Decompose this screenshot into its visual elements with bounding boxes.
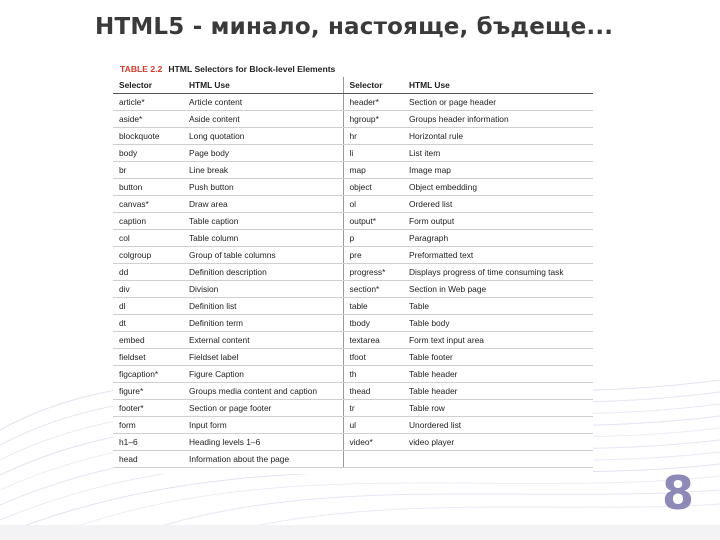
cell-selector-2: li xyxy=(343,145,403,162)
cell-selector: col xyxy=(113,230,183,247)
table-row xyxy=(113,94,593,111)
slide-title: HTML5 - минало, настояще, бъдеще... xyxy=(95,14,614,40)
cell-html-use: External content xyxy=(183,332,343,349)
cell-html-use: Section or page footer xyxy=(183,400,343,417)
cell-html-use-2: Unordered list xyxy=(403,417,593,434)
cell-selector: footer* xyxy=(113,400,183,417)
table-body xyxy=(113,94,593,468)
cell-selector-2: hr xyxy=(343,128,403,145)
cell-selector: fieldset xyxy=(113,349,183,366)
table-row xyxy=(113,145,593,162)
column-header-html-use-2: HTML Use xyxy=(403,77,593,94)
cell-selector-2: header* xyxy=(343,94,403,111)
cell-html-use: Draw area xyxy=(183,196,343,213)
table-caption xyxy=(120,64,335,74)
cell-html-use: Input form xyxy=(183,417,343,434)
cell-selector: button xyxy=(113,179,183,196)
table-row xyxy=(113,366,593,383)
cell-html-use: Information about the page xyxy=(183,451,343,468)
table-title: HTML Selectors for Block-level Elements xyxy=(168,64,336,74)
cell-selector: figcaption* xyxy=(113,366,183,383)
cell-selector-2: tbody xyxy=(343,315,403,332)
table-row xyxy=(113,111,593,128)
table-row xyxy=(113,349,593,366)
cell-selector-2: tr xyxy=(343,400,403,417)
cell-html-use: Definition term xyxy=(183,315,343,332)
cell-selector-2: ol xyxy=(343,196,403,213)
cell-selector: aside* xyxy=(113,111,183,128)
cell-html-use: Line break xyxy=(183,162,343,179)
cell-html-use: Division xyxy=(183,281,343,298)
cell-selector-2: object xyxy=(343,179,403,196)
cell-selector: form xyxy=(113,417,183,434)
cell-html-use-2: Object embedding xyxy=(403,179,593,196)
table-row xyxy=(113,281,593,298)
cell-selector-2: pre xyxy=(343,247,403,264)
table-row xyxy=(113,434,593,451)
table-header-row xyxy=(113,77,593,94)
cell-selector-2: ul xyxy=(343,417,403,434)
cell-selector-2: textarea xyxy=(343,332,403,349)
cell-html-use-2: List item xyxy=(403,145,593,162)
cell-selector: h1–6 xyxy=(113,434,183,451)
table-row xyxy=(113,230,593,247)
table-row xyxy=(113,128,593,145)
cell-selector: head xyxy=(113,451,183,468)
cell-html-use: Group of table columns xyxy=(183,247,343,264)
cell-selector: colgroup xyxy=(113,247,183,264)
table-row xyxy=(113,400,593,417)
cell-html-use-2: Form text input area xyxy=(403,332,593,349)
cell-selector-2: tfoot xyxy=(343,349,403,366)
cell-html-use-2: Form output xyxy=(403,213,593,230)
cell-html-use-2: Table xyxy=(403,298,593,315)
cell-html-use-2 xyxy=(403,451,593,468)
cell-html-use: Page body xyxy=(183,145,343,162)
cell-html-use-2: Ordered list xyxy=(403,196,593,213)
cell-selector: embed xyxy=(113,332,183,349)
cell-html-use: Long quotation xyxy=(183,128,343,145)
cell-html-use: Heading levels 1–6 xyxy=(183,434,343,451)
cell-html-use: Groups media content and caption xyxy=(183,383,343,400)
cell-html-use-2: Table row xyxy=(403,400,593,417)
cell-selector: body xyxy=(113,145,183,162)
table-row xyxy=(113,213,593,230)
table-number: TABLE 2.2 xyxy=(120,64,163,74)
cell-selector: caption xyxy=(113,213,183,230)
cell-html-use-2: Horizontal rule xyxy=(403,128,593,145)
table-row xyxy=(113,162,593,179)
column-header-selector: Selector xyxy=(113,77,183,94)
column-header-html-use: HTML Use xyxy=(183,77,343,94)
cell-selector: dl xyxy=(113,298,183,315)
cell-selector-2: th xyxy=(343,366,403,383)
html-selectors-table xyxy=(113,77,593,468)
table-row xyxy=(113,451,593,468)
cell-html-use-2: Groups header information xyxy=(403,111,593,128)
table-row xyxy=(113,332,593,349)
cell-selector: blockquote xyxy=(113,128,183,145)
cell-html-use-2: Table footer xyxy=(403,349,593,366)
cell-html-use-2: Table body xyxy=(403,315,593,332)
cell-html-use-2: Paragraph xyxy=(403,230,593,247)
cell-html-use: Fieldset label xyxy=(183,349,343,366)
cell-html-use: Definition description xyxy=(183,264,343,281)
table-row xyxy=(113,247,593,264)
cell-html-use: Aside content xyxy=(183,111,343,128)
cell-selector-2: video* xyxy=(343,434,403,451)
cell-selector-2: p xyxy=(343,230,403,247)
cell-html-use-2: Preformatted text xyxy=(403,247,593,264)
table-row xyxy=(113,196,593,213)
table-row xyxy=(113,298,593,315)
cell-html-use-2: Image map xyxy=(403,162,593,179)
cell-selector-2: map xyxy=(343,162,403,179)
cell-html-use-2: Section in Web page xyxy=(403,281,593,298)
table-row xyxy=(113,179,593,196)
table-image-panel xyxy=(113,58,593,474)
page-number: 8 xyxy=(662,466,695,520)
cell-selector-2: thead xyxy=(343,383,403,400)
cell-html-use: Definition list xyxy=(183,298,343,315)
cell-selector-2: hgroup* xyxy=(343,111,403,128)
cell-html-use-2: Displays progress of time consuming task xyxy=(403,264,593,281)
cell-html-use: Figure Caption xyxy=(183,366,343,383)
cell-selector: dt xyxy=(113,315,183,332)
cell-selector: canvas* xyxy=(113,196,183,213)
cell-selector: div xyxy=(113,281,183,298)
cell-selector: article* xyxy=(113,94,183,111)
cell-html-use-2: Section or page header xyxy=(403,94,593,111)
cell-html-use: Table column xyxy=(183,230,343,247)
cell-selector: dd xyxy=(113,264,183,281)
table-row xyxy=(113,417,593,434)
table-row xyxy=(113,264,593,281)
cell-selector: figure* xyxy=(113,383,183,400)
cell-selector: br xyxy=(113,162,183,179)
cell-html-use-2: Table header xyxy=(403,383,593,400)
cell-html-use-2: Table header xyxy=(403,366,593,383)
cell-selector-2: table xyxy=(343,298,403,315)
table-row xyxy=(113,315,593,332)
column-header-selector-2: Selector xyxy=(343,77,403,94)
cell-selector-2: output* xyxy=(343,213,403,230)
cell-html-use: Article content xyxy=(183,94,343,111)
cell-html-use-2: video player xyxy=(403,434,593,451)
cell-selector-2 xyxy=(343,451,403,468)
cell-html-use: Table caption xyxy=(183,213,343,230)
cell-selector-2: progress* xyxy=(343,264,403,281)
cell-html-use: Push button xyxy=(183,179,343,196)
table-row xyxy=(113,383,593,400)
cell-selector-2: section* xyxy=(343,281,403,298)
